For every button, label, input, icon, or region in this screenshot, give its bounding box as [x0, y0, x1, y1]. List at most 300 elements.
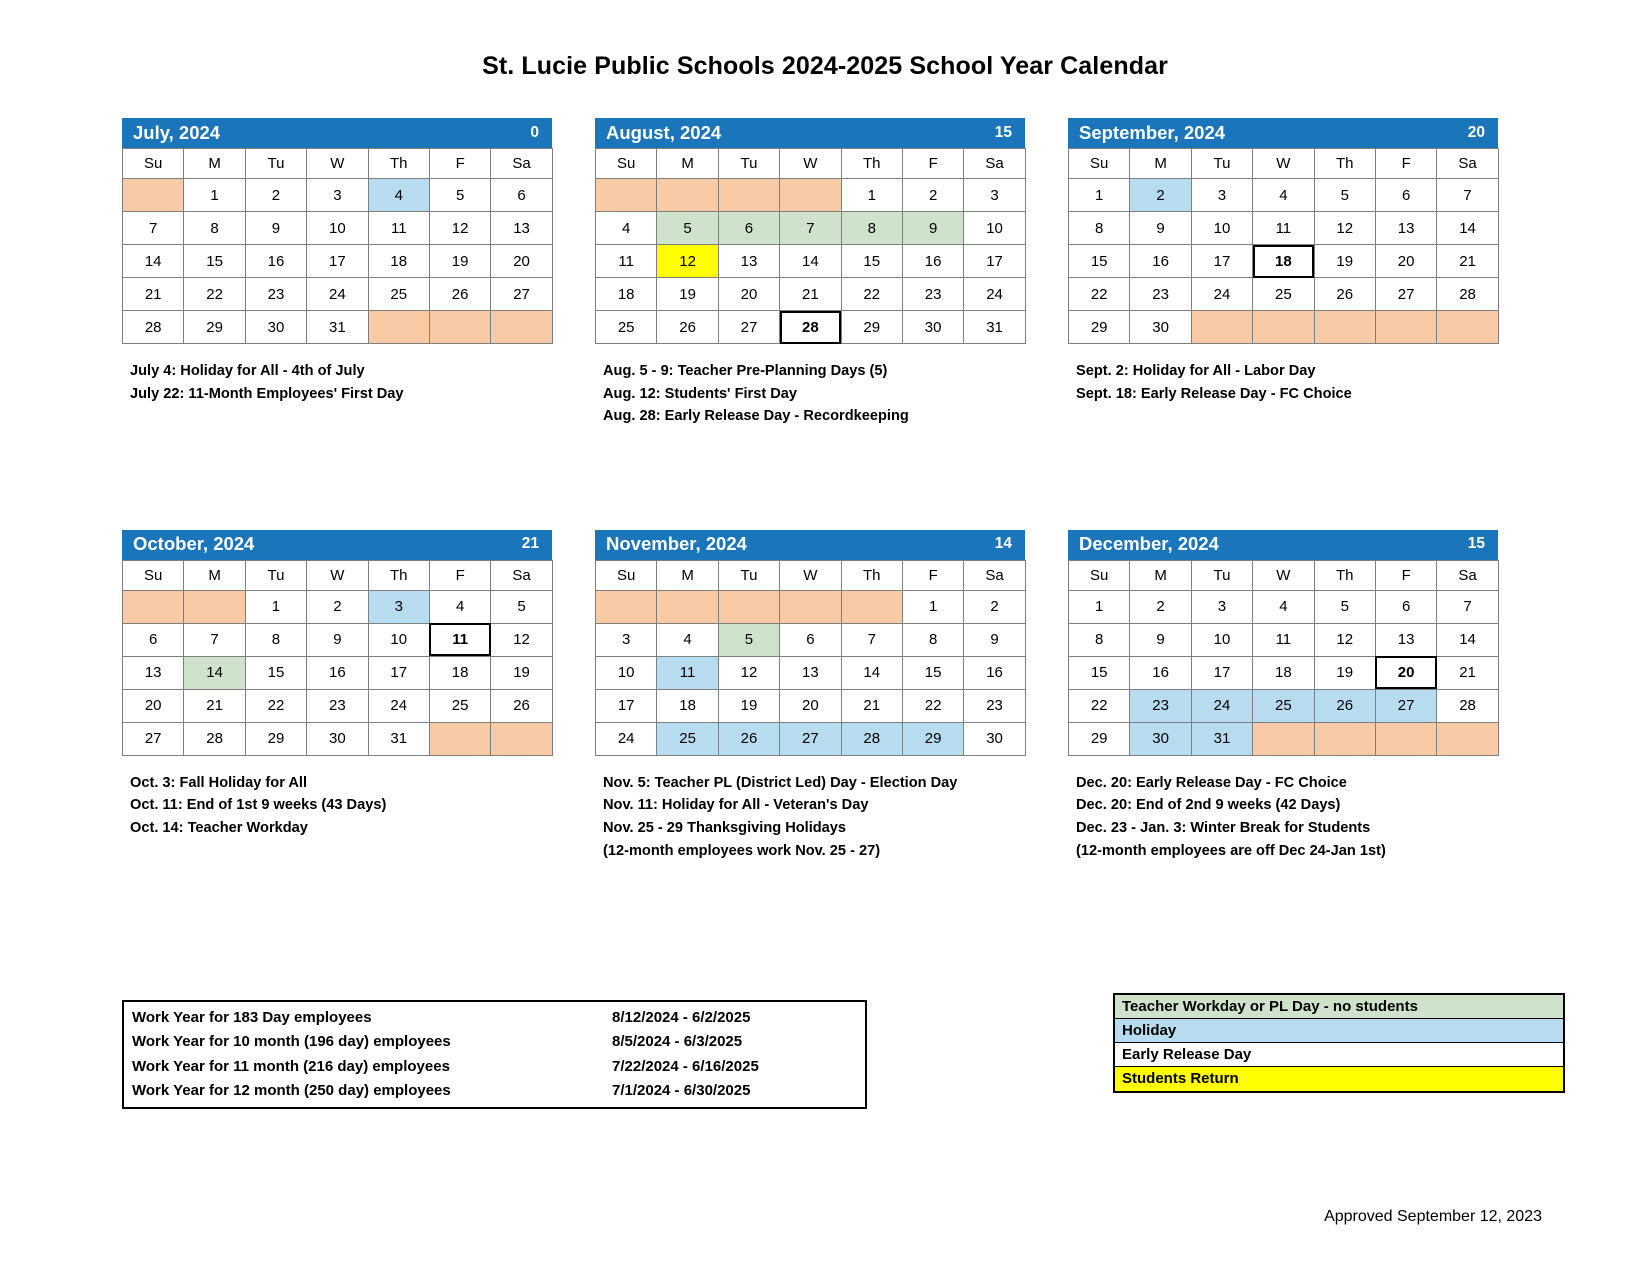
empty-cell	[1375, 311, 1436, 344]
day-cell: 16	[1130, 245, 1191, 278]
day-cell: 7	[1437, 590, 1498, 623]
day-cell: 26	[429, 278, 490, 311]
day-cell: 24	[1191, 278, 1252, 311]
weekday-su: Su	[1069, 560, 1130, 590]
day-cell: 8	[841, 212, 902, 245]
day-cell: 23	[245, 278, 306, 311]
day-cell: 12	[429, 212, 490, 245]
day-cell: 10	[1191, 623, 1252, 656]
week-row	[123, 245, 553, 278]
day-cell: 4	[657, 623, 718, 656]
note-line: Nov. 25 - 29 Thanksgiving Holidays	[603, 820, 847, 837]
work-year-range: 7/22/2024 - 6/16/2025	[612, 1057, 759, 1075]
day-cell: 18	[596, 278, 657, 311]
day-cell: 9	[1130, 212, 1191, 245]
work-year-range: 7/1/2024 - 6/30/2025	[612, 1081, 751, 1099]
weekday-m: M	[184, 560, 245, 590]
week-row	[123, 590, 553, 623]
weekday-f: F	[902, 560, 963, 590]
week-row	[123, 278, 553, 311]
weekday-m: M	[184, 149, 245, 179]
day-cell: 5	[657, 212, 718, 245]
weekday-header-row	[123, 560, 553, 590]
empty-cell	[429, 722, 490, 755]
day-cell: 10	[1191, 212, 1252, 245]
day-cell: 16	[245, 245, 306, 278]
month-header	[122, 118, 552, 148]
day-cell: 3	[307, 179, 368, 212]
day-cell: 31	[307, 311, 368, 344]
weekday-w: W	[1253, 149, 1314, 179]
day-cell: 5	[718, 623, 779, 656]
empty-cell	[657, 179, 718, 212]
day-cell: 30	[902, 311, 963, 344]
approved-date: Approved September 12, 2023	[1324, 1208, 1542, 1225]
day-cell: 22	[245, 689, 306, 722]
month-october	[122, 530, 595, 862]
weekday-su: Su	[1069, 149, 1130, 179]
day-cell: 15	[841, 245, 902, 278]
day-cell: 2	[307, 590, 368, 623]
month-table	[1068, 560, 1499, 756]
day-cell: 10	[596, 656, 657, 689]
work-year-label: Work Year for 11 month (216 day) employees	[132, 1057, 450, 1075]
day-cell: 2	[245, 179, 306, 212]
month-december	[1068, 530, 1541, 862]
empty-cell	[429, 311, 490, 344]
week-row	[1069, 590, 1499, 623]
legend-item: Holiday	[1115, 1019, 1563, 1043]
day-cell: 26	[718, 722, 779, 755]
day-cell: 26	[657, 311, 718, 344]
day-cell: 13	[1375, 623, 1436, 656]
work-year-range: 8/12/2024 - 6/2/2025	[612, 1009, 751, 1026]
month-day-count: 15	[994, 123, 1012, 141]
day-cell: 20	[1375, 245, 1436, 278]
weekday-w: W	[1253, 560, 1314, 590]
day-cell: 21	[1437, 656, 1498, 689]
weekday-th: Th	[368, 560, 429, 590]
day-cell: 23	[1130, 278, 1191, 311]
weekday-tu: Tu	[1191, 560, 1252, 590]
day-cell: 17	[596, 689, 657, 722]
day-cell: 16	[307, 656, 368, 689]
day-cell: 27	[1375, 689, 1436, 722]
day-cell: 5	[429, 179, 490, 212]
weekday-w: W	[780, 149, 841, 179]
month-table	[1068, 148, 1499, 344]
day-cell: 14	[780, 245, 841, 278]
month-name: November, 2024	[606, 533, 747, 555]
day-cell: 20	[1375, 656, 1436, 689]
day-cell: 21	[841, 689, 902, 722]
day-cell: 10	[368, 623, 429, 656]
day-cell: 24	[964, 278, 1025, 311]
month-july	[122, 118, 595, 428]
day-cell: 30	[964, 722, 1025, 755]
month-name: October, 2024	[133, 533, 255, 555]
work-year-row	[124, 1006, 865, 1030]
day-cell: 1	[1069, 179, 1130, 212]
day-cell: 9	[245, 212, 306, 245]
day-cell: 13	[718, 245, 779, 278]
day-cell: 3	[368, 590, 429, 623]
empty-cell	[1191, 311, 1252, 344]
day-cell: 17	[368, 656, 429, 689]
day-cell: 25	[368, 278, 429, 311]
day-cell: 5	[1314, 590, 1375, 623]
day-cell: 27	[780, 722, 841, 755]
day-cell: 9	[1130, 623, 1191, 656]
day-cell: 10	[307, 212, 368, 245]
day-cell: 29	[245, 722, 306, 755]
week-row	[596, 689, 1026, 722]
empty-cell	[657, 590, 718, 623]
day-cell: 18	[368, 245, 429, 278]
weekday-su: Su	[596, 560, 657, 590]
day-cell: 3	[596, 623, 657, 656]
week-row	[123, 623, 553, 656]
day-cell: 15	[1069, 656, 1130, 689]
month-day-count: 0	[530, 123, 539, 141]
day-cell: 19	[657, 278, 718, 311]
day-cell: 22	[184, 278, 245, 311]
day-cell: 18	[1253, 656, 1314, 689]
day-cell: 10	[964, 212, 1025, 245]
weekday-f: F	[429, 560, 490, 590]
day-cell: 14	[123, 245, 184, 278]
empty-cell	[1314, 722, 1375, 755]
day-cell: 11	[596, 245, 657, 278]
month-table	[122, 560, 553, 756]
day-cell: 19	[1314, 656, 1375, 689]
weekday-m: M	[657, 149, 718, 179]
weekday-m: M	[1130, 149, 1191, 179]
day-cell: 14	[1437, 212, 1498, 245]
day-cell: 29	[902, 722, 963, 755]
day-cell: 1	[1069, 590, 1130, 623]
week-row	[1069, 722, 1499, 755]
day-cell: 31	[964, 311, 1025, 344]
week-row	[123, 689, 553, 722]
month-day-count: 20	[1467, 123, 1485, 141]
day-cell: 25	[657, 722, 718, 755]
day-cell: 16	[902, 245, 963, 278]
day-cell: 19	[718, 689, 779, 722]
note-line: Sept. 2: Holiday for All - Labor Day	[1076, 363, 1316, 379]
day-cell: 22	[1069, 278, 1130, 311]
day-cell: 30	[245, 311, 306, 344]
note-line: Aug. 5 - 9: Teacher Pre-Planning Days (5)	[603, 363, 888, 379]
calendar-grid	[122, 118, 1542, 862]
weekday-header-row	[1069, 560, 1499, 590]
weekday-tu: Tu	[245, 149, 306, 179]
weekday-f: F	[1375, 149, 1436, 179]
weekday-w: W	[780, 560, 841, 590]
day-cell: 30	[1130, 311, 1191, 344]
day-cell: 19	[429, 245, 490, 278]
empty-cell	[368, 311, 429, 344]
week-row	[1069, 179, 1499, 212]
day-cell: 29	[1069, 311, 1130, 344]
day-cell: 19	[1314, 245, 1375, 278]
day-cell: 3	[1191, 590, 1252, 623]
week-row	[123, 656, 553, 689]
day-cell: 8	[245, 623, 306, 656]
note-line: Oct. 3: Fall Holiday for All	[130, 774, 308, 791]
empty-cell	[1437, 722, 1498, 755]
day-cell: 27	[491, 278, 552, 311]
empty-cell	[718, 179, 779, 212]
day-cell: 26	[1314, 689, 1375, 722]
day-cell: 1	[184, 179, 245, 212]
legend-item: Early Release Day	[1115, 1043, 1563, 1067]
weekday-sa: Sa	[1437, 560, 1498, 590]
day-cell: 30	[307, 722, 368, 755]
day-cell: 8	[184, 212, 245, 245]
day-cell: 21	[1437, 245, 1498, 278]
month-body	[596, 179, 1026, 344]
day-cell: 1	[902, 590, 963, 623]
month-header	[1068, 118, 1498, 148]
empty-cell	[1314, 311, 1375, 344]
day-cell: 28	[841, 722, 902, 755]
day-cell: 24	[307, 278, 368, 311]
weekday-su: Su	[123, 560, 184, 590]
note-line: Oct. 14: Teacher Workday	[130, 820, 308, 837]
weekday-w: W	[307, 560, 368, 590]
day-cell: 23	[307, 689, 368, 722]
weekday-header-row	[1069, 149, 1499, 179]
day-cell: 26	[491, 689, 552, 722]
day-cell: 17	[1191, 245, 1252, 278]
note-line: Dec. 23 - Jan. 3: Winter Break for Students	[1076, 820, 1371, 837]
week-row	[596, 245, 1026, 278]
empty-cell	[1437, 311, 1498, 344]
empty-cell	[841, 590, 902, 623]
empty-cell	[491, 311, 552, 344]
day-cell: 2	[902, 179, 963, 212]
day-cell: 17	[307, 245, 368, 278]
day-cell: 24	[1191, 689, 1252, 722]
empty-cell	[1375, 722, 1436, 755]
work-year-row	[124, 1030, 865, 1054]
day-cell: 9	[964, 623, 1025, 656]
day-cell: 14	[841, 656, 902, 689]
note-line: Oct. 11: End of 1st 9 weeks (43 Days)	[130, 797, 387, 814]
day-cell: 11	[368, 212, 429, 245]
day-cell: 20	[718, 278, 779, 311]
day-cell: 31	[1191, 722, 1252, 755]
weekday-sa: Sa	[491, 149, 552, 179]
note-line: Nov. 5: Teacher PL (District Led) Day - Election Day	[603, 774, 958, 791]
weekday-su: Su	[596, 149, 657, 179]
day-cell: 11	[1253, 212, 1314, 245]
day-cell: 6	[1375, 179, 1436, 212]
day-cell: 22	[1069, 689, 1130, 722]
day-cell: 12	[1314, 212, 1375, 245]
week-row	[596, 722, 1026, 755]
week-row	[1069, 656, 1499, 689]
day-cell: 11	[657, 656, 718, 689]
day-cell: 14	[1437, 623, 1498, 656]
week-row	[123, 311, 553, 344]
note-line: July 22: 11-Month Employees' First Day	[130, 385, 404, 402]
weekday-su: Su	[123, 149, 184, 179]
day-cell: 26	[1314, 278, 1375, 311]
weekday-sa: Sa	[964, 149, 1025, 179]
month-body	[123, 590, 553, 755]
day-cell: 12	[1314, 623, 1375, 656]
month-table	[122, 148, 553, 344]
month-header	[122, 530, 552, 560]
day-cell: 23	[964, 689, 1025, 722]
month-day-count: 14	[994, 535, 1012, 553]
day-cell: 15	[184, 245, 245, 278]
weekday-header-row	[596, 560, 1026, 590]
day-cell: 3	[964, 179, 1025, 212]
week-row	[1069, 212, 1499, 245]
weekday-header-row	[596, 149, 1026, 179]
day-cell: 7	[780, 212, 841, 245]
month-notes	[595, 772, 1068, 862]
legend-box	[1113, 993, 1565, 1093]
note-line: (12-month employees are off Dec 24-Jan 1st)	[1076, 842, 1386, 859]
week-row	[1069, 689, 1499, 722]
note-line: Dec. 20: Early Release Day - FC Choice	[1076, 774, 1347, 791]
day-cell: 2	[964, 590, 1025, 623]
day-cell: 5	[491, 590, 552, 623]
empty-cell	[718, 590, 779, 623]
weekday-sa: Sa	[491, 560, 552, 590]
day-cell: 15	[245, 656, 306, 689]
weekday-tu: Tu	[718, 149, 779, 179]
day-cell: 7	[1437, 179, 1498, 212]
empty-cell	[596, 179, 657, 212]
day-cell: 25	[1253, 689, 1314, 722]
day-cell: 16	[1130, 656, 1191, 689]
day-cell: 28	[184, 722, 245, 755]
week-row	[123, 212, 553, 245]
month-header	[595, 118, 1025, 148]
week-row	[123, 722, 553, 755]
work-year-row	[124, 1079, 865, 1103]
day-cell: 20	[780, 689, 841, 722]
day-cell: 2	[1130, 590, 1191, 623]
empty-cell	[491, 722, 552, 755]
day-cell: 17	[1191, 656, 1252, 689]
week-row	[1069, 278, 1499, 311]
empty-cell	[1253, 311, 1314, 344]
empty-cell	[780, 179, 841, 212]
month-body	[123, 179, 553, 344]
month-header	[1068, 530, 1498, 560]
weekday-tu: Tu	[1191, 149, 1252, 179]
month-november	[595, 530, 1068, 862]
day-cell: 18	[657, 689, 718, 722]
day-cell: 9	[307, 623, 368, 656]
day-cell: 28	[1437, 689, 1498, 722]
day-cell: 9	[902, 212, 963, 245]
month-body	[596, 590, 1026, 755]
day-cell: 1	[245, 590, 306, 623]
work-year-table	[122, 1000, 867, 1109]
day-cell: 1	[841, 179, 902, 212]
weekday-f: F	[1375, 560, 1436, 590]
day-cell: 19	[491, 656, 552, 689]
day-cell: 6	[123, 623, 184, 656]
day-cell: 27	[1375, 278, 1436, 311]
day-cell: 8	[1069, 623, 1130, 656]
day-cell: 4	[368, 179, 429, 212]
empty-cell	[1253, 722, 1314, 755]
note-line: July 4: Holiday for All - 4th of July	[130, 363, 365, 379]
weekday-tu: Tu	[245, 560, 306, 590]
weekday-th: Th	[841, 149, 902, 179]
month-body	[1069, 179, 1499, 344]
month-table	[595, 148, 1026, 344]
week-row	[596, 179, 1026, 212]
week-row	[1069, 623, 1499, 656]
week-row	[123, 179, 553, 212]
week-row	[596, 212, 1026, 245]
work-year-row	[124, 1055, 865, 1079]
empty-cell	[123, 179, 184, 212]
week-row	[596, 656, 1026, 689]
work-year-range: 8/5/2024 - 6/3/2025	[612, 1033, 743, 1051]
work-year-label: Work Year for 12 month (250 day) employees	[132, 1081, 451, 1099]
day-cell: 12	[491, 623, 552, 656]
calendar-row-2	[122, 530, 1542, 862]
weekday-w: W	[307, 149, 368, 179]
week-row	[596, 590, 1026, 623]
day-cell: 30	[1130, 722, 1191, 755]
day-cell: 20	[123, 689, 184, 722]
calendar-row-1	[122, 118, 1542, 428]
day-cell: 13	[1375, 212, 1436, 245]
weekday-m: M	[1130, 560, 1191, 590]
month-day-count: 21	[521, 535, 539, 553]
day-cell: 24	[368, 689, 429, 722]
month-notes	[122, 772, 595, 840]
day-cell: 11	[429, 623, 490, 656]
week-row	[596, 311, 1026, 344]
day-cell: 21	[780, 278, 841, 311]
month-name: December, 2024	[1079, 533, 1219, 555]
day-cell: 4	[429, 590, 490, 623]
empty-cell	[123, 590, 184, 623]
week-row	[596, 623, 1026, 656]
month-notes	[1068, 360, 1541, 405]
day-cell: 20	[491, 245, 552, 278]
day-cell: 18	[1253, 245, 1314, 278]
day-cell: 29	[841, 311, 902, 344]
weekday-th: Th	[1314, 560, 1375, 590]
note-line: Aug. 28: Early Release Day - Recordkeeping	[603, 408, 909, 425]
week-row	[1069, 311, 1499, 344]
day-cell: 6	[718, 212, 779, 245]
day-cell: 4	[596, 212, 657, 245]
day-cell: 25	[429, 689, 490, 722]
day-cell: 21	[123, 278, 184, 311]
day-cell: 28	[780, 311, 841, 344]
day-cell: 7	[184, 623, 245, 656]
day-cell: 8	[902, 623, 963, 656]
day-cell: 18	[429, 656, 490, 689]
empty-cell	[184, 590, 245, 623]
day-cell: 7	[123, 212, 184, 245]
day-cell: 22	[841, 278, 902, 311]
